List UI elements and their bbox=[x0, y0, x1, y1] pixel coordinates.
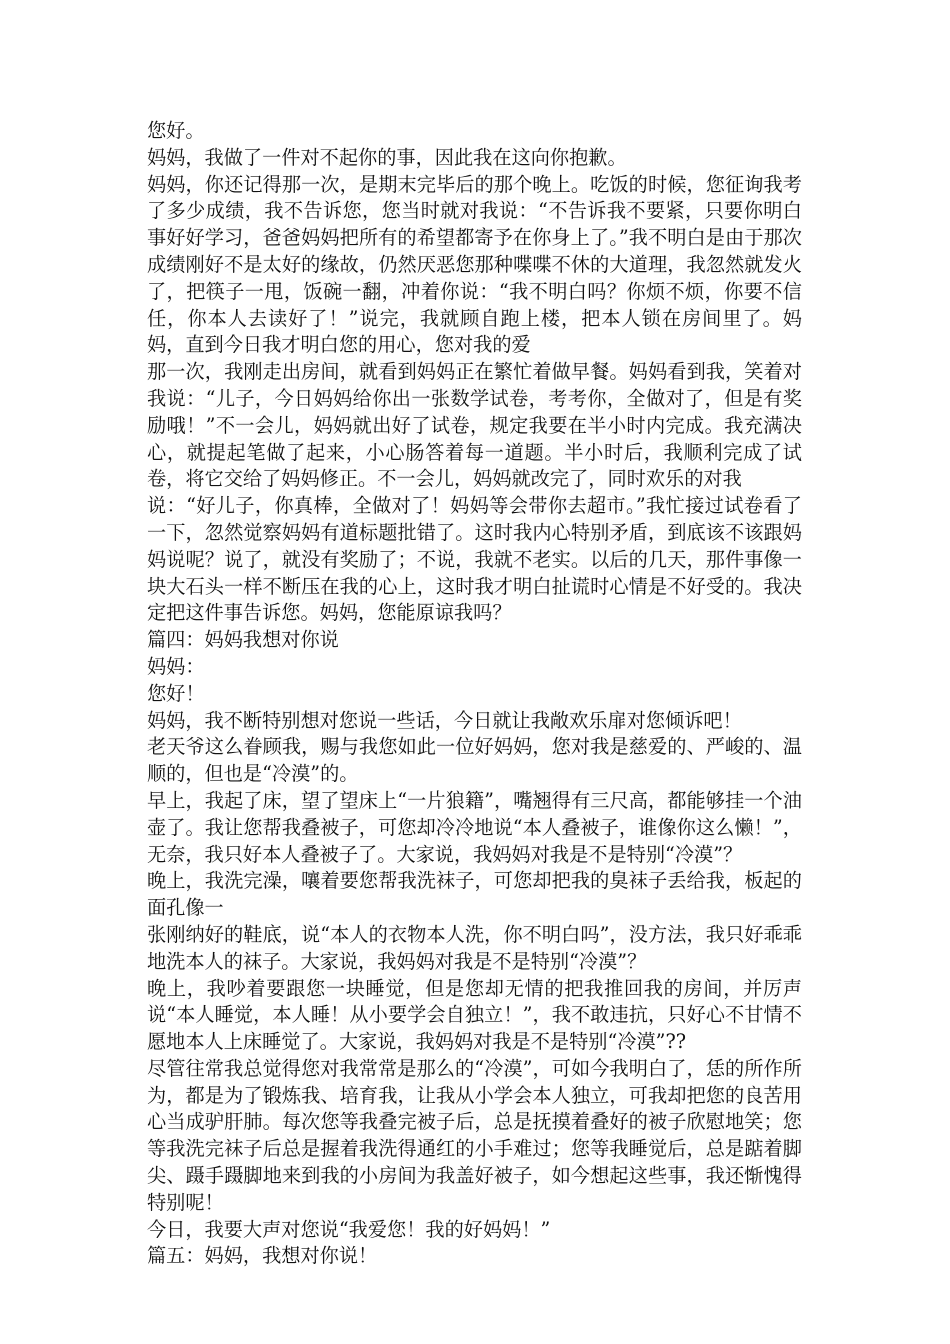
letter-salutation: 妈妈： bbox=[147, 654, 205, 678]
section-heading-5: 篇五：妈妈，我想对你说！ bbox=[147, 1244, 378, 1268]
paragraph-shoe-sole: 张刚纳好的鞋底，说“本人的衣物本人洗，你不明白吗”，没方法，我只好乖乖地洗本人的袜子。大家说，我妈妈对我是不是特别“冷漠”？ bbox=[147, 922, 802, 973]
document-body bbox=[147, 118, 802, 1270]
paragraph-apology: 妈妈，我做了一件对不起你的事，因此我在这向你抱歉。 bbox=[147, 145, 627, 169]
paragraph-evening-socks: 晚上，我洗完澡，嚷着要您帮我洗袜子，可您却把我的臭袜子丢给我，板起的面孔像一 bbox=[147, 869, 802, 920]
paragraph-declaration: 今日，我要大声对您说“我爱您！我的好妈妈！” bbox=[147, 1217, 551, 1241]
paragraph-greeting: 您好。 bbox=[147, 119, 205, 142]
paragraph-math-test: 那一次，我刚走出房间，就看到妈妈正在繁忙着做早餐。妈妈看到我，笑着对我说：“儿子，今日妈妈给你出一张数学试卷，考考你，全做对了，但是有奖励哦！”不一会儿，妈妈就出好了试卷，规定我要在半小时内完成。我充满决心，就提起笔做了起来，小心肠答着每一道题。半小时后，我顺利完成了试卷，将它交给了妈妈修正。不一会儿，妈妈就改完了，同时欢乐的对我 bbox=[147, 360, 802, 491]
paragraph-bedtime: 晚上，我吵着要跟您一块睡觉，但是您却无情的把我推回我的房间，并厉声说“本人睡觉，本人睡！从小要学会自独立！”，我不敢违抗，只好心不甘情不愿地本人上床睡觉了。大家说，我妈妈对我是不是特别“冷漠”?? bbox=[147, 976, 802, 1054]
paragraph-understanding: 尽管往常我总觉得您对我常常是那么的“冷漠”，可如今我明白了，恁的所作所为，都是为了锻炼我、培育我，让我从小学会本人独立，可我却把您的良苦用心当成驴肝肺。每次您等我叠完被子后，总是抚摸着叠好的被子欣慰地笑；您等我洗完袜子后总是握着我洗得通红的小手难过；您等我睡觉后，总是踮着脚尖、蹑手蹑脚地来到我的小房间为我盖好被子，如今想起这些事，我还惭愧得特别呢！ bbox=[147, 1056, 802, 1214]
paragraph-cold-mother: 老天爷这么眷顾我，赐与我您如此一位好妈妈，您对我是慈爱的、严峻的、温顺的，但也是“冷漠”的。 bbox=[147, 735, 802, 786]
letter-greeting: 您好！ bbox=[147, 681, 205, 705]
paragraph-morning: 早上，我起了床，望了望床上“一片狼籍”，嘴翘得有三尺高，都能够挂一个油壶了。我让您帮我叠被子，可您却冷冷地说“本人叠被子，谁像你这么懒！”，无奈，我只好本人叠被子了。大家说，我妈妈对我是不是特别“冷漠”？ bbox=[147, 788, 802, 866]
paragraph-dinner-story: 妈妈，你还记得那一次，是期末完毕后的那个晚上。吃饭的时候，您征询我考了多少成绩，我不告诉您，您当时就对我说：“不告诉我不要紧，只要你明白事好好学习，爸爸妈妈把所有的希望都寄予在你身上了。”我不明白是由于那次成绩刚好不是太好的缘故，仍然厌恶您那种喋喋不休的大道理，我忽然就发火了，把筷子一甩，饭碗一翻，冲着你说：“我不明白吗？你烦不烦，你要不信任，你本人去读好了！”说完，我就顾自跑上楼，把本人锁在房间里了。妈妈，直到今日我才明白您的用心，您对我的爱 bbox=[147, 172, 802, 357]
paragraph-intro: 妈妈，我不断特别想对您说一些话，今日就让我敞欢乐扉对您倾诉吧！ bbox=[147, 708, 742, 732]
paragraph-confession: 说：“好儿子，你真棒，全做对了！妈妈等会带你去超市。”我忙接过试卷看了一下，忽然觉察妈妈有道标题批错了。这时我内心特别矛盾，到底该不该跟妈妈说呢？说了，就没有奖励了；不说，我就不老实。以后的几天，那件事像一块大石头一样不断压在我的心上，这时我才明白扯谎时心情是不好受的。我决定把这件事告诉您。妈妈，您能原谅我吗？ bbox=[147, 494, 802, 625]
section-heading-4: 篇四：妈妈我想对你说 bbox=[147, 628, 339, 652]
